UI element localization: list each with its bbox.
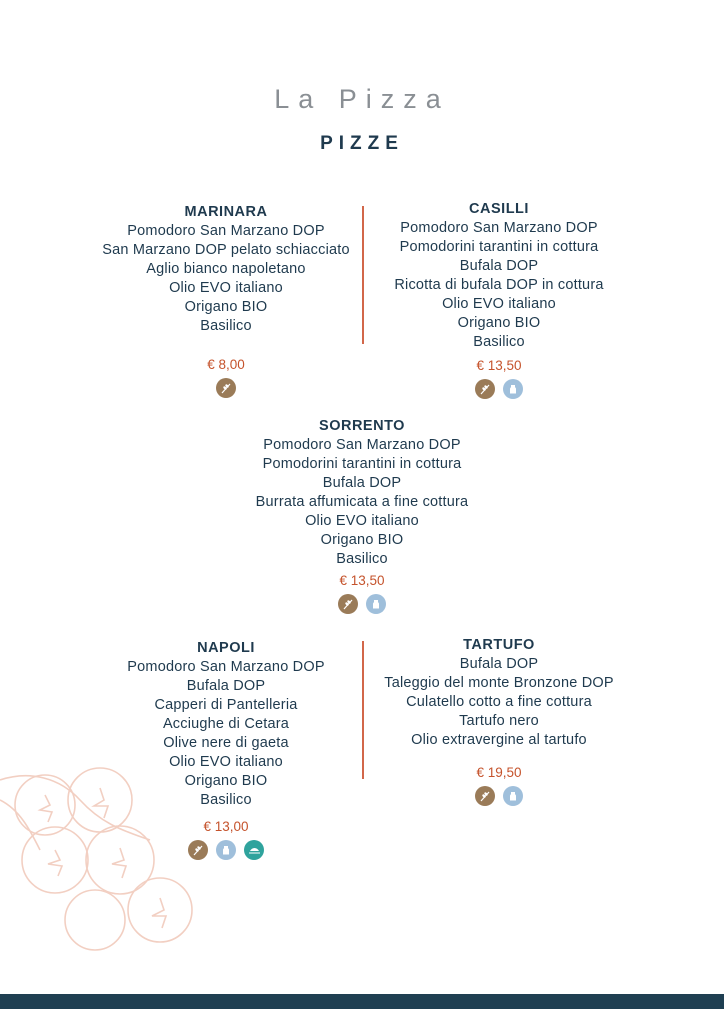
menu-item-sorrento bbox=[212, 417, 512, 614]
ingredient: Pomodoro San Marzano DOP bbox=[127, 659, 325, 675]
ingredient: Pomodoro San Marzano DOP bbox=[400, 220, 598, 236]
wheat-icon bbox=[216, 378, 236, 398]
allergen-icons bbox=[374, 786, 624, 806]
column-divider bbox=[362, 641, 364, 779]
menu-item-casilli bbox=[374, 200, 624, 399]
ingredient-list bbox=[76, 658, 376, 810]
ingredient: Bufala DOP bbox=[322, 475, 402, 491]
pizza-name: SORRENTO bbox=[319, 418, 405, 434]
price: € 13,50 bbox=[476, 358, 522, 373]
wheat-icon bbox=[338, 594, 358, 614]
ingredient: Taleggio del monte Bronzone DOP bbox=[384, 675, 614, 691]
menu-item-marinara bbox=[76, 203, 376, 398]
price: € 13,50 bbox=[339, 573, 385, 588]
menu-item-napoli bbox=[76, 639, 376, 860]
ingredient: Olio EVO italiano bbox=[169, 754, 283, 770]
ingredient: Olio EVO italiano bbox=[442, 296, 556, 312]
allergen-icons bbox=[212, 594, 512, 614]
ingredient: Basilico bbox=[473, 334, 525, 350]
milk-icon bbox=[216, 840, 236, 860]
ingredient: Capperi di Pantelleria bbox=[154, 697, 298, 713]
pizza-name: NAPOLI bbox=[197, 640, 255, 656]
menu-item-tartufo bbox=[374, 636, 624, 806]
ingredient: Basilico bbox=[200, 318, 252, 334]
ingredient: Origano BIO bbox=[184, 299, 268, 315]
ingredient: Olio extravergine al tartufo bbox=[411, 732, 587, 748]
ingredient: Aglio bianco napoletano bbox=[146, 261, 306, 277]
ingredient: Ricotta di bufala DOP in cottura bbox=[394, 277, 604, 293]
allergen-icons bbox=[374, 379, 624, 399]
ingredient-list bbox=[76, 222, 376, 336]
wheat-icon bbox=[475, 379, 495, 399]
ingredient-list bbox=[374, 219, 624, 352]
ingredient: Acciughe di Cetara bbox=[162, 716, 290, 732]
pizza-name: TARTUFO bbox=[463, 637, 535, 653]
ingredient: Origano BIO bbox=[457, 315, 541, 331]
price: € 8,00 bbox=[207, 357, 245, 372]
ingredient: Pomodorini tarantini in cottura bbox=[262, 456, 462, 472]
ingredient: Culatello cotto a fine cottura bbox=[406, 694, 592, 710]
ingredient-list bbox=[374, 655, 624, 750]
ingredient: Basilico bbox=[336, 551, 388, 567]
ingredient: Olive nere di gaeta bbox=[163, 735, 289, 751]
page-title: La Pizza bbox=[274, 84, 450, 114]
milk-icon bbox=[503, 379, 523, 399]
pizza-name: MARINARA bbox=[184, 204, 268, 220]
ingredient: Bufala DOP bbox=[459, 656, 539, 672]
ingredient: Bufala DOP bbox=[459, 258, 539, 274]
pizza-name: CASILLI bbox=[469, 201, 529, 217]
ingredient: Pomodoro San Marzano DOP bbox=[263, 437, 461, 453]
price: € 19,50 bbox=[476, 765, 522, 780]
ingredient: San Marzano DOP pelato schiacciato bbox=[102, 242, 350, 258]
wheat-icon bbox=[188, 840, 208, 860]
ingredient: Origano BIO bbox=[320, 532, 404, 548]
ingredient-list bbox=[212, 436, 512, 569]
milk-icon bbox=[503, 786, 523, 806]
ingredient: Origano BIO bbox=[184, 773, 268, 789]
ingredient: Burrata affumicata a fine cottura bbox=[255, 494, 469, 510]
wheat-icon bbox=[475, 786, 495, 806]
ingredient: Basilico bbox=[200, 792, 252, 808]
allergen-icons bbox=[76, 378, 376, 398]
column-divider bbox=[362, 206, 364, 344]
ingredient: Pomodorini tarantini in cottura bbox=[399, 239, 599, 255]
ingredient: Tartufo nero bbox=[459, 713, 539, 729]
ingredient: Pomodoro San Marzano DOP bbox=[127, 223, 325, 239]
ingredient: Bufala DOP bbox=[186, 678, 266, 694]
ingredient: Olio EVO italiano bbox=[169, 280, 283, 296]
section-title: PIZZE bbox=[320, 133, 404, 154]
ingredient: Olio EVO italiano bbox=[305, 513, 419, 529]
allergen-icons bbox=[76, 840, 376, 860]
footer-bar bbox=[0, 994, 724, 1009]
fish-icon bbox=[244, 840, 264, 860]
price: € 13,00 bbox=[203, 819, 249, 834]
milk-icon bbox=[366, 594, 386, 614]
